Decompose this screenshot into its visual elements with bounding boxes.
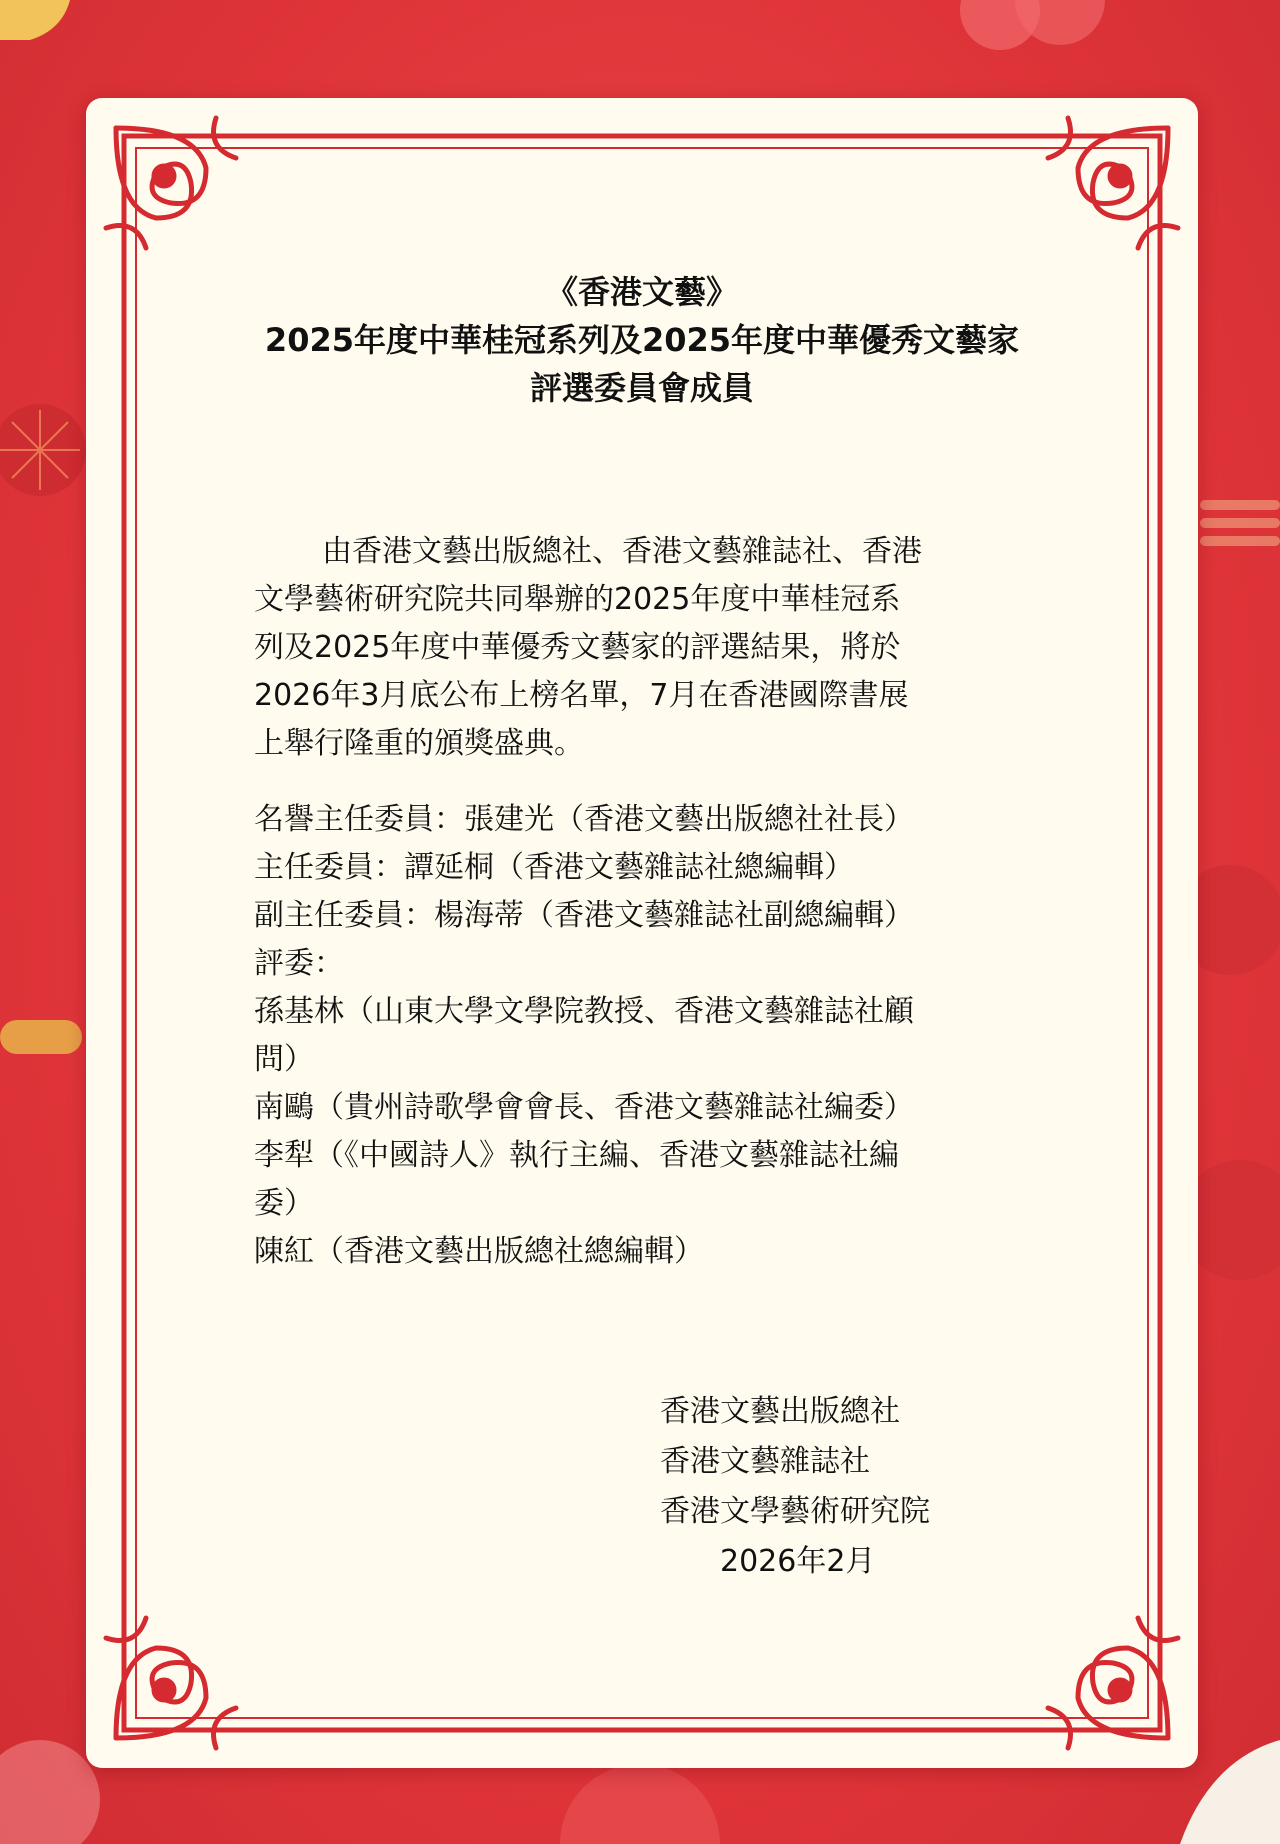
signature-block <box>660 1387 930 1587</box>
gold-corner-decoration <box>0 0 70 40</box>
judge-line: 南鷗（貴州詩歌學會會長、香港文藝雜誌社編委） <box>254 1090 914 1125</box>
firework-decoration <box>0 410 80 490</box>
intro-line: 2026年3月底公布上榜名單，7月在香港國際書展 <box>254 678 909 713</box>
cloud-decoration <box>0 1740 100 1844</box>
cloud-decoration <box>560 1764 720 1844</box>
intro-line: 上舉行隆重的頒獎盛典。 <box>254 726 584 761</box>
committee-title: 評選委員會成員 <box>529 369 754 407</box>
cloud-decoration <box>1015 0 1105 45</box>
signature-date: 2026年2月 <box>720 1544 876 1579</box>
judge-line: 陳紅（香港文藝出版總社總編輯） <box>254 1234 704 1269</box>
committee-members-list <box>254 796 1084 1276</box>
signature-org: 香港文學藝術研究院 <box>660 1494 930 1529</box>
vice-chair-line: 副主任委員：楊海蒂（香港文藝雜誌社副總編輯） <box>254 898 914 933</box>
publication-name: 《香港文藝》 <box>545 273 738 311</box>
judge-line: 問） <box>254 1042 314 1077</box>
chair-line: 主任委員：譚延桐（香港文藝雜誌社總編輯） <box>254 850 854 885</box>
honorary-chair-line: 名譽主任委員：張建光（香港文藝出版總社社長） <box>254 802 914 837</box>
intro-paragraph <box>254 528 1044 768</box>
judge-line: 孫基林（山東大學文學院教授、香港文藝雜誌社顧 <box>254 994 914 1029</box>
signature-org: 香港文藝出版總社 <box>660 1394 900 1429</box>
judges-heading: 評委： <box>254 946 344 981</box>
stripe-decoration <box>1200 500 1280 546</box>
intro-line: 由香港文藝出版總社、香港文藝雜誌社、香港 <box>322 534 922 569</box>
award-series-title: 2025年度中華桂冠系列及2025年度中華優秀文藝家 <box>264 321 1020 359</box>
announcement-card <box>86 98 1198 1768</box>
signature-org: 香港文藝雜誌社 <box>660 1444 870 1479</box>
gold-bar-decoration <box>0 1020 82 1054</box>
announcement-title <box>86 268 1198 412</box>
judge-line: 李犁（《中國詩人》執行主編、香港文藝雜誌社編 <box>254 1138 899 1173</box>
intro-line: 文學藝術研究院共同舉辦的2025年度中華桂冠系 <box>254 582 901 617</box>
intro-line: 列及2025年度中華優秀文藝家的評選結果，將於 <box>254 630 901 665</box>
judge-line: 委） <box>254 1186 314 1221</box>
